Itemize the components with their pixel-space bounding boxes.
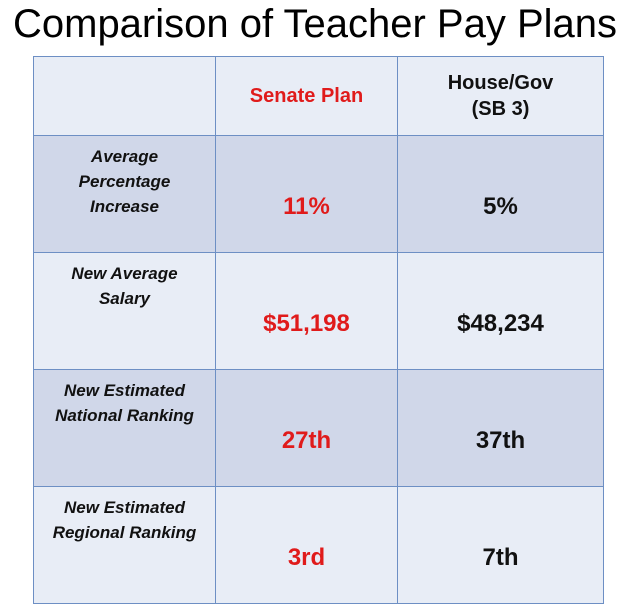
row-label-line: Average [90, 147, 159, 166]
senate-value: 27th [216, 370, 398, 487]
table-row [34, 136, 604, 253]
table-row [34, 370, 604, 487]
page-title: Comparison of Teacher Pay Plans [12, 2, 618, 46]
table-header-row [34, 57, 604, 136]
senate-value: 3rd [216, 487, 398, 604]
row-label-new-estimated-national-ranking [34, 370, 216, 487]
senate-value: 11% [216, 136, 398, 253]
house-value: $48,234 [398, 253, 604, 370]
row-label-line: Salary [98, 289, 151, 308]
row-label-average-percentage-increase [34, 136, 216, 253]
house-gov-header-line2: (SB 3) [471, 98, 530, 120]
row-label-line: Percentage [78, 172, 171, 191]
senate-plan-header: Senate Plan [216, 57, 398, 136]
table-row [34, 253, 604, 370]
row-label-line: Regional Ranking [52, 523, 197, 542]
row-label-new-estimated-regional-ranking [34, 487, 216, 604]
row-label-line: New Estimated [64, 498, 185, 517]
table-row [34, 487, 604, 604]
row-label-line: Increase [90, 197, 159, 216]
comparison-table [33, 56, 604, 604]
row-label-line: National Ranking [55, 406, 194, 425]
row-label-new-average-salary [34, 253, 216, 370]
house-value: 37th [398, 370, 604, 487]
house-gov-header-line1: House/Gov [447, 72, 554, 94]
row-label-line: New Estimated [64, 381, 185, 400]
corner-cell [34, 57, 216, 136]
senate-value: $51,198 [216, 253, 398, 370]
house-value: 5% [398, 136, 604, 253]
house-value: 7th [398, 487, 604, 604]
row-label-line: New Average [71, 264, 178, 283]
house-gov-header [398, 57, 604, 136]
